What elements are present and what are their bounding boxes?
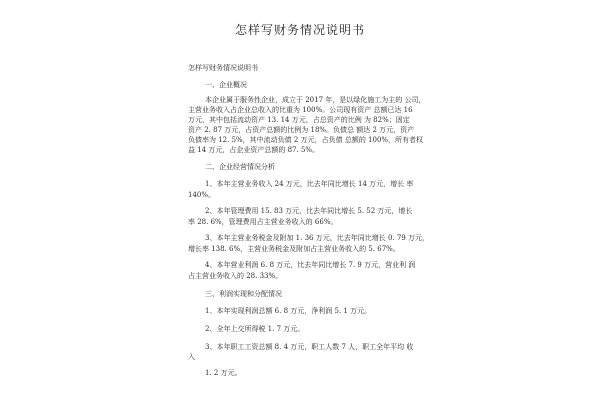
paragraph-line: 益 14 万元，占企业资产总额的 87. 5%。 [188, 146, 320, 154]
paragraph-line: 4、本年营业利润 6. 8 万元，比去年同比增长 7. 9 万元，营业利 润 [205, 261, 416, 269]
section-heading: 一、企业概况 [205, 81, 247, 89]
section-heading: 三、利润实现和分配情况 [205, 290, 282, 298]
paragraph-line: 140%。 [188, 191, 216, 199]
paragraph-line: 1. 2 万元。 [205, 369, 242, 377]
paragraph-line: 入 [188, 353, 195, 361]
paragraph-line: 负债率为 12. 5%，其中流动负债 2 万元，占负债 总额的 100%，所有者权 [188, 136, 424, 144]
paragraph-line: 率 28. 6%，管理费用占主营业务收入的 66%。 [188, 218, 338, 226]
paragraph-line: 3、本年主营业务税金及附加 1. 36 万元，比去年同比增长 0. 79 万元， [205, 234, 429, 242]
paragraph-line: 主营业务收入占企业总收入的比重为 100%。公司现有资产 总额已达 16 [188, 106, 413, 114]
paragraph-line: 占主营业务收入的 28. 33%。 [188, 272, 283, 280]
paragraph-line: 2、本年管理费用 15. 83 万元，比去年同比增长 5. 52 万元，增长 [205, 207, 413, 215]
section-heading: 二、企业经营情况分析 [205, 163, 275, 171]
paragraph-line: 万元，其中包括流动资产 13. 14 万元，占总资产的比例 为 82%；固定 [188, 116, 410, 124]
paragraph-line: 本企业属于服务性企业，成立于 2017 年，是以绿化施工为主的 公司， [205, 96, 426, 104]
paragraph-line: 1、本年实现利润总额 6. 8 万元，净利润 5. 1 万元。 [205, 307, 372, 315]
document-subtitle: 怎样写财务情况说明书 [188, 64, 258, 72]
paragraph-line: 1、本年主营业务收入 24 万元，比去年同比增长 14 万元，增长 率 [205, 180, 414, 188]
paragraph-line: 增长率 138. 6%，主营业务税金及附加占主营业务收入的 5. 67%。 [188, 245, 400, 253]
paragraph-line: 3、本年职工工资总额 8. 4 万元，职工人数 7 人，职工全年平均 收 [205, 343, 414, 351]
paragraph-line: 资产 2. 87 万元，占资产总额的比例为 18%。负债总 额达 2 万元，资产 [188, 126, 415, 134]
paragraph-line: 2、全年上交所得税 1. 7 万元。 [205, 325, 305, 333]
document-title: 怎样写财务情况说明书 [234, 23, 365, 37]
